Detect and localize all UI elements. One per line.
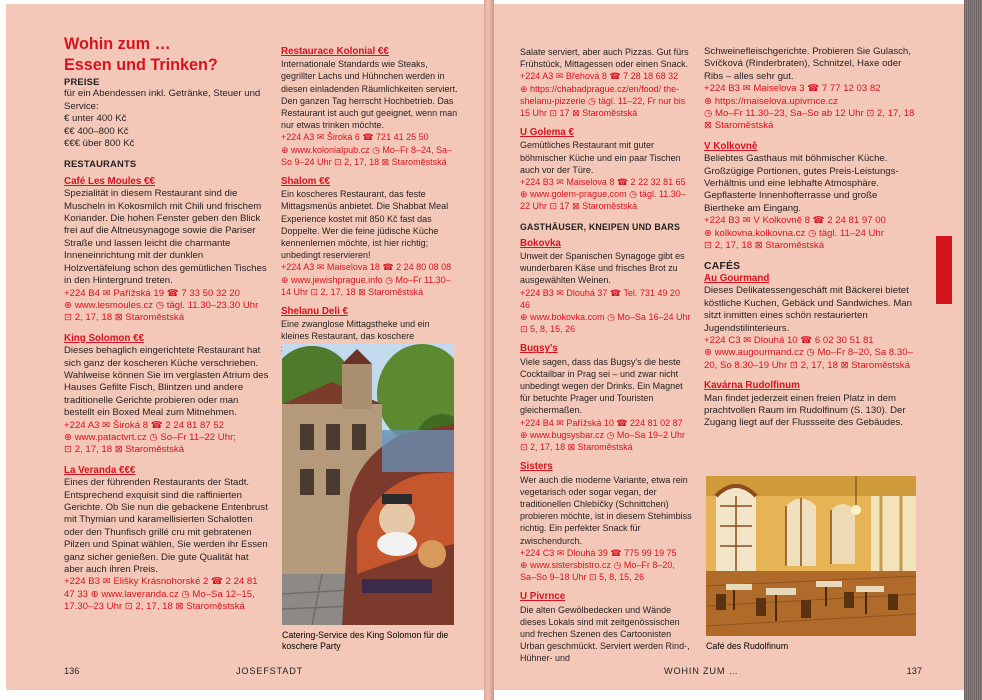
- entry-info: +224 C3 ✉ Dlouhá 39 ☎ 775 99 19 75: [520, 547, 677, 558]
- prices-intro: für ein Abendessen inkl. Getränke, Steuer und Service:: [64, 88, 261, 112]
- entry-cafe-les-moules: [64, 176, 270, 325]
- entry-description: Spezialität in diesem Restaurant sind die Muscheln in Kokosmilch mit Chili und frischem Koriander. Die hohen Fenster geben den Blick frei auf die Altneusynagoge sowie die Pariser Straße und lassen leicht die charmante Inneneinrichtung mit der dunklen Holzvertäfelung schon des gemütlichen Tisches in den Hintergrund treten.: [64, 188, 267, 287]
- entry-description: Wer auch die moderne Variante, etwa rein vegetarisch oder sogar vegan, der traditionellen Chlebíčky (Schnittchen) probieren möchte, ist in diesem Stehimbiss richtig. Ein perfekter Snack für zwischendurch.: [520, 474, 692, 546]
- entry-title: Shelanu Deli €: [281, 306, 348, 318]
- entry-sisters: [520, 461, 692, 583]
- entry-description: Unweit der Spanischen Synagoge gibt es wunderbaren Käse und frisches Brot zu ausgewählten Weinen.: [520, 251, 685, 286]
- entry-info: +224 A3 ✉ Široká 8 ☎ 2 24 81 87 52: [64, 419, 225, 431]
- entry-restaurace-kolonial: [281, 46, 459, 168]
- entry-title: Bugsy's: [520, 343, 558, 355]
- book-spine: [484, 0, 494, 700]
- entry-shelanu-continued: [520, 46, 692, 119]
- entry-info: +224 B4 ✉ Pařížská 10 ☎ 224 81 02 87: [520, 417, 683, 428]
- entry-info: +224 B3 ✉ V Kolkovně 8 ☎ 2 24 81 97 00: [704, 215, 886, 227]
- entry-title: Sisters: [520, 461, 553, 473]
- chapter-thumb-tab: [936, 236, 952, 304]
- page-number: 136: [64, 666, 80, 676]
- catering-van-image: [282, 344, 454, 625]
- entry-v-kolkovne: [704, 141, 920, 253]
- entry-info: ⊕ www.patactvrt.cz ◷ So–Fr 11–22 Uhr;: [64, 431, 236, 443]
- entry-info: ⊕ www.jewishprague.info ◷ Mo–Fr 11.30–14 Uhr ⊡ 2, 17, 18 ⊠ Staroměstská: [281, 274, 451, 297]
- bars-heading: GASTHÄUSER, KNEIPEN UND BARS: [520, 221, 681, 232]
- entry-info: ⊕ www.kolonialpub.cz ◷ Mo–Fr 8–24, Sa–So 9–24 Uhr ⊡ 2, 17, 18 ⊠ Staroměstská: [281, 144, 452, 167]
- cafe-interior-image: [706, 476, 916, 636]
- entry-info: ⊡ 2, 17, 18 ⊠ Staroměstská: [64, 444, 185, 456]
- entry-kavarna-rudolfinum: [704, 380, 920, 430]
- entry-info: ⊡ 2, 17, 18 ⊠ Staroměstská: [520, 442, 633, 453]
- entry-info: ⊕ www.golem-prague.com ◷ tägl. 11.30–22 Uhr ⊡ 17 ⊠ Staroměstská: [520, 189, 686, 212]
- price-tier: €€€ über 800 Kč: [64, 138, 135, 150]
- entry-info: +224 C3 ✉ Dlouhá 10 ☎ 6 02 30 51 81: [704, 334, 874, 346]
- running-head: WOHIN ZUM …: [664, 666, 739, 676]
- entry-description: Viele sagen, dass das Bugsy's die beste Cocktailbar in Prag sei – und zwar nicht unbedingt wegen der Drinks. Ein Magnet für betuchte Prager und Touristen gleichermaßen.: [520, 356, 683, 416]
- entry-info: ⊕ www.bokovka.com ◷ Mo–Sa 16–24 Uhr: [520, 312, 691, 323]
- entry-info: +224 B3 ✉ Maiselova 3 ☎ 7 77 12 03 82: [704, 83, 881, 95]
- entry-info: ⊡ 5, 8, 15, 26: [520, 324, 576, 335]
- entry-title: V Kolkovně: [704, 140, 758, 152]
- entry-info: ⊡ 2, 17, 18 ⊠ Staroměstská: [704, 240, 825, 252]
- entry-title: Bokovka: [520, 237, 561, 249]
- left-column-2: [281, 46, 459, 355]
- entry-title: U Pivrnce: [520, 591, 566, 603]
- entry-description: Man findet jederzeit einen freien Platz in dem prachtvollen Raum im Rudolfinum (S. 130). Der Zugang liegt auf der Flussseite des Gebäudes.: [704, 392, 906, 429]
- page-number: 137: [906, 666, 922, 676]
- entry-description: Dieses Delikatessengeschäft mit Bäckerei bietet köstliche Kuchen, Gebäck und Sandwiches. Man sitzt inmitten eines schön restaurierten Jugendstilinterieurs.: [704, 285, 912, 334]
- right-column-2: [704, 46, 920, 430]
- restaurants-heading: RESTAURANTS: [64, 158, 137, 170]
- entry-info: ⊕ kolkovna.kolkovna.cz ◷ tägl. 11–24 Uhr: [704, 227, 884, 239]
- entry-description: Internationale Standards wie Steaks, gegrillter Lachs und Hühnchen werden in diesen einladenden Räumlichkeiten serviert. Den ganzen Tag herrscht Hochbetrieb. Das Restaurant ist auch gut geeignet, wenn man nur etwas trinken möchte.: [281, 59, 458, 131]
- catering-van-photo: [282, 344, 454, 651]
- price-tier: € unter 400 Kč: [64, 113, 127, 125]
- entry-bugsys: [520, 343, 692, 453]
- entry-info: +224 B3 ✉ Maiselova 8 ☎ 2 22 32 81 65: [520, 177, 686, 188]
- entry-description: Eine zwanglose Mittagstheke und ein kleines Restaurant, das koschere: [281, 319, 430, 342]
- cafe-rudolfinum-photo: [706, 476, 916, 651]
- entry-title: Kavárna Rudolfinum: [704, 380, 800, 392]
- entry-description: Ein koscheres Restaurant, das feste Mittagsmenüs anbietet. Die Shabbat Meal Experience kostet mit 850 Kč fast das Doppelte. Wer die feine jüdische Küche kennenlernen möchte, ist hier richtig; unbedingt reservieren!: [281, 189, 449, 261]
- entry-info: ◷ Mo–Fr 11.30–23, Sa–So ab 12 Uhr ⊡ 2, 17, 18 ⊠ Staroměstská: [704, 108, 915, 132]
- prices-heading: PREISE: [64, 76, 100, 87]
- entry-title: Restaurace Kolonial €€: [281, 46, 389, 57]
- entry-title: Café Les Moules €€: [64, 175, 155, 187]
- section-title: [64, 34, 270, 76]
- entry-info: ⊡ 2, 17, 18 ⊠ Staroměstská: [64, 312, 185, 324]
- right-page: [494, 4, 964, 690]
- entry-info: +224 B3 ✉ Elišky Krásnohorské 2 ☎ 2 24 81 47 33 ⊕ www.laveranda.cz ◷ Mo–Sa 12–15, 17.30–23 Uhr ⊡ 2, 17, 18 ⊠ Staroměstská: [64, 576, 258, 613]
- entry-title: King Solomon €€: [64, 332, 145, 344]
- entry-info: ⊕ https://chabadprague.cz/en/food/ the-shelanu-pizzerie ◷ tägl. 11–22, Fr nur bis 15 Uhr ⊡ 17 ⊠ Staroměstská: [520, 83, 686, 119]
- cafes-heading: CAFÉS: [704, 260, 741, 272]
- entry-description: Dieses behaglich eingerichtete Restaurant hat sich ganz der koscheren Küche verschrieben. Wahlweise können Sie im verglasten Atrium des Hauses Gefilte Fisch, Blintzen und andere traditionelle Gerichte probieren oder man bestellt ein Boxed Meal zum Mitnehmen.: [64, 345, 269, 419]
- entry-info: ⊕ www.bugsysbar.cz ◷ Mo–Sa 19–2 Uhr: [520, 429, 685, 440]
- entry-info: +224 A3 ✉ Maiselova 18 ☎ 2 24 80 08 08: [281, 262, 452, 273]
- left-column-1: [64, 34, 270, 614]
- entry-title: Au Gourmand: [704, 272, 770, 284]
- entry-king-solomon: [64, 333, 270, 457]
- entry-u-golema: [520, 127, 692, 212]
- entry-info: +224 A3 ✉ Břehová 8 ☎ 7 28 18 68 32: [520, 71, 679, 82]
- photo-caption: Catering-Service des King Solomon für die koschere Party: [282, 630, 449, 651]
- price-tier: €€ 400–800 Kč: [64, 125, 129, 137]
- running-head: JOSEFSTADT: [236, 666, 304, 676]
- entry-info: +224 A3 ✉ Široká 6 ☎ 721 41 25 50: [281, 132, 429, 143]
- entry-info: ⊕ www.sistersbistro.cz ◷ Mo–Fr 8–20, Sa–So 9–18 Uhr ⊡ 5, 8, 15, 26: [520, 559, 675, 583]
- footer-left: [64, 666, 304, 676]
- entry-info: +224 B4 ✉ Pařížská 19 ☎ 7 33 50 32 20: [64, 287, 240, 299]
- entry-shalom: [281, 176, 459, 298]
- entry-title: U Golema €: [520, 127, 574, 139]
- section-title-line-2: Essen und Trinken?: [64, 56, 218, 74]
- page-edges: [964, 0, 982, 700]
- right-column-1: [520, 46, 692, 665]
- entry-description: Salate serviert, aber auch Pizzas. Gut fürs Frühstück, Mittagessen oder einen Snack.: [520, 47, 689, 70]
- entry-description: Die alten Gewölbedecken und Wände dieses Lokals sind mit zeitgenössischen und frechen Szenen des Cartoonisten Urban geschmückt. Serviert werden Rind-, Hühner- und: [520, 604, 690, 664]
- entry-u-pivrnce: [520, 591, 692, 664]
- entry-info: +224 B3 ✉ Dlouhá 37 ☎ Tel. 731 49 20 46: [520, 287, 680, 310]
- entry-info: ⊕ www.lesmoules.cz ◷ tägl. 11.30–23.30 Uhr: [64, 299, 259, 311]
- entry-info: ⊕ www.augourmand.cz ◷ Mo–Fr 8–20, Sa 8.30–20, So 8.30–19 Uhr ⊡ 2, 17, 18 ⊠ Staroměstská: [704, 347, 913, 371]
- entry-la-veranda: [64, 465, 270, 614]
- photo-caption: Café des Rudolfinum: [706, 641, 789, 651]
- entry-description: Schweinefleischgerichte. Probieren Sie Gulasch, Svíčková (Rinderbraten), Schnitzel, Haxe oder Ribs – alles sehr gut.: [704, 46, 911, 82]
- entry-info: ⊕ https://maiselova.upivrnce.cz: [704, 95, 838, 107]
- entry-title: La Veranda €€€: [64, 464, 136, 476]
- section-title-line-1: Wohin zum …: [64, 35, 171, 53]
- entry-bokovka: [520, 238, 692, 336]
- entry-description: Eines der führenden Restaurants der Stadt. Entsprechend exquisit sind die raffinierten Gerichte. Ob Sie nun die gebackene Entenbrust mit Thymian und karamellisierten Schalotten oder den Thunfisch grillé cru mit gebratenen Pilzen und Spinat wählen, Sie werden ihr Essen ganz sicher genießen. Die gute Qualität hat aber auch ihren Preis.: [64, 477, 268, 576]
- entry-au-gourmand: [704, 273, 920, 372]
- left-page: [6, 4, 484, 690]
- entry-description: Beliebtes Gasthaus mit böhmischer Küche. Großzügige Portionen, gutes Preis-Leistungs-Verhältnis und eine lebhafte Atmosphäre. Gepflasterte Innenhofterrasse und große Biertheke am Eingang.: [704, 153, 899, 214]
- entry-description: Gemütliches Restaurant mit guter böhmischer Küche und ein paar Tischen auch vor der Türe.: [520, 140, 681, 175]
- entry-u-pivrnce-continued: [704, 46, 920, 133]
- entry-title: Shalom €€: [281, 176, 331, 188]
